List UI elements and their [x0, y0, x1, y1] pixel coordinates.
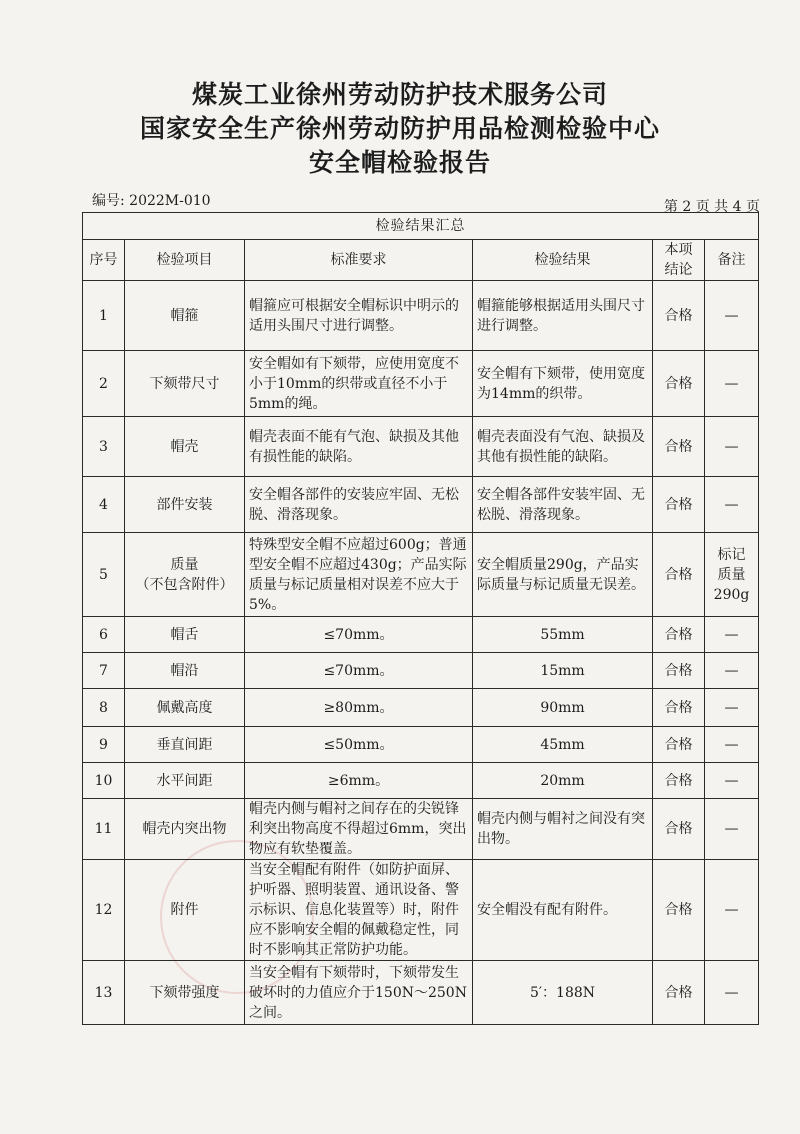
- cell-conclusion: 合格: [653, 281, 705, 351]
- cell-no: 1: [83, 281, 125, 351]
- table-row: [83, 727, 759, 763]
- cell-item: 佩戴高度: [125, 689, 245, 727]
- cell-requirement: 特殊型安全帽不应超过600g；普通型安全帽不应超过430g；产品实际质量与标记质量相对误差不应大于5%。: [245, 533, 473, 617]
- table-row: [83, 653, 759, 689]
- cell-conclusion: 合格: [653, 477, 705, 533]
- cell-item: 帽箍: [125, 281, 245, 351]
- cell-result: 55mm: [473, 617, 653, 653]
- table-row: [83, 763, 759, 799]
- cell-conclusion: 合格: [653, 799, 705, 860]
- cell-remark: —: [705, 727, 759, 763]
- results-table: [82, 212, 759, 1025]
- table-row: [83, 689, 759, 727]
- cell-result: 帽箍能够根据适用头围尺寸进行调整。: [473, 281, 653, 351]
- table-row: [83, 351, 759, 417]
- cell-result: 20mm: [473, 763, 653, 799]
- cell-conclusion: 合格: [653, 417, 705, 477]
- cell-no: 12: [83, 860, 125, 961]
- cell-item: 附件: [125, 860, 245, 961]
- table-header-row: [83, 240, 759, 281]
- cell-remark: —: [705, 860, 759, 961]
- cell-conclusion: 合格: [653, 961, 705, 1025]
- cell-remark: —: [705, 417, 759, 477]
- cell-requirement: 安全帽如有下颏带，应使用宽度不小于10mm的织带或直径不小于5mm的绳。: [245, 351, 473, 417]
- cell-requirement: 安全帽各部件的安装应牢固、无松脱、滑落现象。: [245, 477, 473, 533]
- center-name: 国家安全生产徐州劳动防护用品检测检验中心: [139, 114, 660, 143]
- cell-result: 帽壳表面没有气泡、缺损及其他有损性能的缺陷。: [473, 417, 653, 477]
- cell-item: 部件安装: [125, 477, 245, 533]
- cell-item: 下颏带尺寸: [125, 351, 245, 417]
- cell-conclusion: 合格: [653, 653, 705, 689]
- cell-result: 安全帽有下颏带，使用宽度为14mm的织带。: [473, 351, 653, 417]
- cell-conclusion: 合格: [653, 533, 705, 617]
- table-row: [83, 477, 759, 533]
- cell-requirement: ≤50mm。: [245, 727, 473, 763]
- report-title: 安全帽检验报告: [308, 148, 491, 177]
- cell-no: 8: [83, 689, 125, 727]
- cell-conclusion: 合格: [653, 689, 705, 727]
- cell-no: 9: [83, 727, 125, 763]
- header-item: 检验项目: [125, 240, 245, 281]
- cell-remark: —: [705, 351, 759, 417]
- report-header: [0, 78, 800, 180]
- cell-remark: —: [705, 281, 759, 351]
- cell-item: 帽舌: [125, 617, 245, 653]
- cell-remark: —: [705, 799, 759, 860]
- cell-remark: —: [705, 763, 759, 799]
- cell-remark: —: [705, 961, 759, 1025]
- cell-requirement: 帽箍应可根据安全帽标识中明示的适用头围尺寸进行调整。: [245, 281, 473, 351]
- cell-result: 90mm: [473, 689, 653, 727]
- table-row: [83, 860, 759, 961]
- table-body: [83, 281, 759, 1025]
- cell-remark: —: [705, 477, 759, 533]
- cell-no: 7: [83, 653, 125, 689]
- cell-result: 安全帽没有配有附件。: [473, 860, 653, 961]
- cell-result: 安全帽质量290g，产品实际质量与标记质量无误差。: [473, 533, 653, 617]
- table-row: [83, 417, 759, 477]
- cell-conclusion: 合格: [653, 727, 705, 763]
- cell-item: 帽壳内突出物: [125, 799, 245, 860]
- table-row: [83, 617, 759, 653]
- cell-remark: —: [705, 653, 759, 689]
- cell-no: 4: [83, 477, 125, 533]
- cell-no: 5: [83, 533, 125, 617]
- cell-remark: 标记 质量 290g: [705, 533, 759, 617]
- header-conclusion: 本项 结论: [653, 240, 705, 281]
- cell-result: 45mm: [473, 727, 653, 763]
- table-row: [83, 281, 759, 351]
- cell-conclusion: 合格: [653, 763, 705, 799]
- table-caption: 检验结果汇总: [83, 213, 759, 240]
- cell-requirement: ≤70mm。: [245, 653, 473, 689]
- cell-conclusion: 合格: [653, 860, 705, 961]
- cell-requirement: ≥80mm。: [245, 689, 473, 727]
- header-result: 检验结果: [473, 240, 653, 281]
- cell-item: 下颏带强度: [125, 961, 245, 1025]
- cell-item: 水平间距: [125, 763, 245, 799]
- cell-no: 13: [83, 961, 125, 1025]
- table-row: [83, 799, 759, 860]
- cell-no: 10: [83, 763, 125, 799]
- table-row: [83, 961, 759, 1025]
- cell-requirement: 帽壳表面不能有气泡、缺损及其他有损性能的缺陷。: [245, 417, 473, 477]
- cell-result: 安全帽各部件安装牢固、无松脱、滑落现象。: [473, 477, 653, 533]
- cell-item: 帽沿: [125, 653, 245, 689]
- cell-no: 3: [83, 417, 125, 477]
- cell-requirement: 帽壳内侧与帽衬之间存在的尖锐锋利突出物高度不得超过6mm，突出物应有软垫覆盖。: [245, 799, 473, 860]
- cell-requirement: ≤70mm。: [245, 617, 473, 653]
- header-requirement: 标准要求: [245, 240, 473, 281]
- cell-requirement: 当安全帽有下颏带时，下颏带发生破坏时的力值应介于150N～250N之间。: [245, 961, 473, 1025]
- cell-item: 质量 （不包含附件）: [125, 533, 245, 617]
- cell-requirement: ≥6mm。: [245, 763, 473, 799]
- cell-requirement: 当安全帽配有附件（如防护面屏、护听器、照明装置、通讯设备、警示标识、信息化装置等）时，附件应不影响安全帽的佩戴稳定性，同时不影响其正常防护功能。: [245, 860, 473, 961]
- cell-remark: —: [705, 617, 759, 653]
- cell-no: 6: [83, 617, 125, 653]
- header-remark: 备注: [705, 240, 759, 281]
- header-no: 序号: [83, 240, 125, 281]
- cell-result: 帽壳内侧与帽衬之间没有突出物。: [473, 799, 653, 860]
- cell-result: 15mm: [473, 653, 653, 689]
- cell-result: 5′：188N: [473, 961, 653, 1025]
- page-info: 第 2 页 共 4 页: [663, 199, 760, 215]
- cell-item: 垂直间距: [125, 727, 245, 763]
- table-row: [83, 533, 759, 617]
- cell-conclusion: 合格: [653, 351, 705, 417]
- report-number: 编号: 2022M-010: [92, 193, 211, 209]
- cell-no: 11: [83, 799, 125, 860]
- cell-conclusion: 合格: [653, 617, 705, 653]
- cell-item: 帽壳: [125, 417, 245, 477]
- cell-no: 2: [83, 351, 125, 417]
- cell-remark: —: [705, 689, 759, 727]
- company-name: 煤炭工业徐州劳动防护技术服务公司: [191, 80, 608, 109]
